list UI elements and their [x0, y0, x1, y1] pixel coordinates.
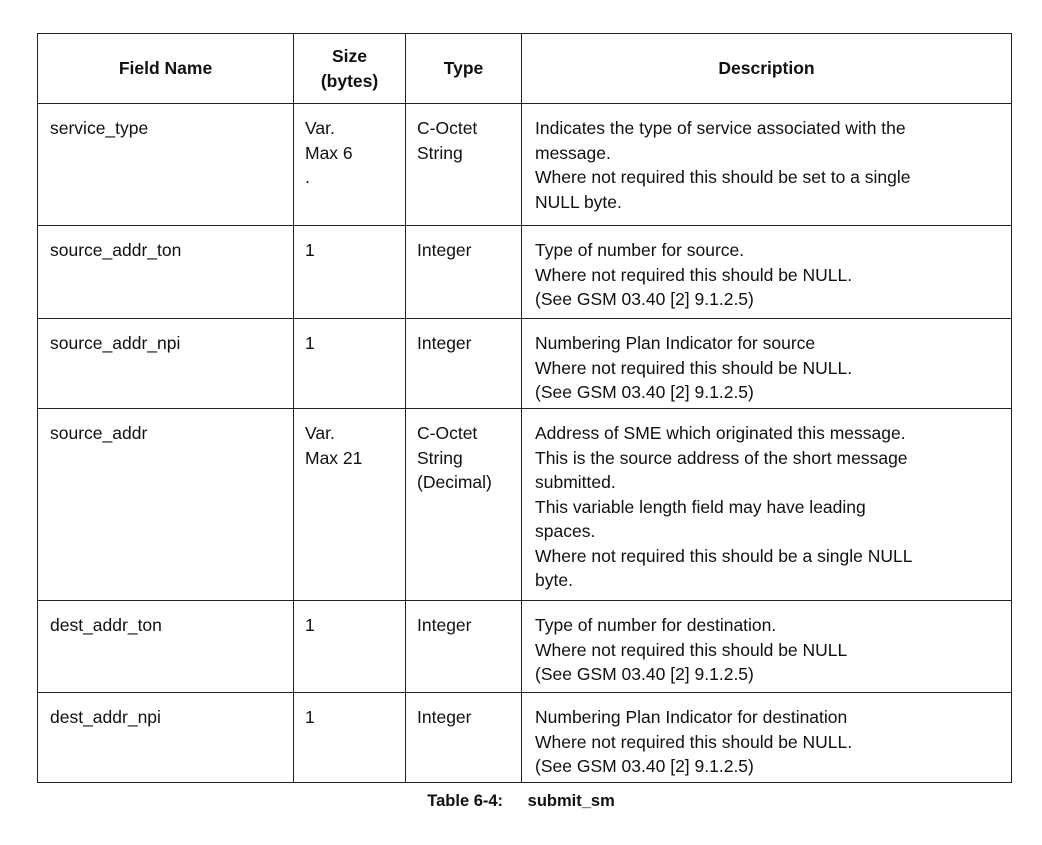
header-type: Type — [406, 34, 522, 104]
size-cell-line: . — [305, 167, 310, 187]
size-cell — [294, 104, 406, 226]
submit-sm-table — [37, 33, 1012, 783]
description-cell-line: Numbering Plan Indicator for destination — [535, 707, 848, 727]
description-cell-line: NULL byte. — [535, 191, 622, 212]
description-cell-line: spaces. — [535, 521, 596, 541]
size-cell-line: 1 — [305, 615, 315, 635]
table-row — [38, 226, 1012, 319]
field-name-cell: dest_addr_npi — [38, 693, 294, 783]
caption-name: submit_sm — [527, 792, 615, 810]
field-name-cell: source_addr_npi — [38, 319, 294, 409]
table-row — [38, 319, 1012, 409]
size-cell-line: 1 — [305, 333, 315, 353]
type-cell — [406, 104, 522, 226]
description-cell-line: Where not required this should be set to a single — [535, 167, 911, 187]
field-name-cell: service_type — [38, 104, 294, 226]
type-cell-line: Integer — [417, 615, 472, 635]
table-row — [38, 409, 1012, 601]
description-cell-line: Type of number for source. — [535, 240, 745, 260]
description-cell-line: message. — [535, 142, 611, 163]
description-cell-line: Where not required this should be NULL. — [535, 357, 853, 378]
description-cell-line: Type of number for destination. — [535, 615, 777, 635]
type-cell-line: String — [417, 447, 463, 468]
type-cell-line: Integer — [417, 707, 472, 727]
description-cell-line: Address of SME which originated this message. — [535, 423, 906, 443]
header-description: Description — [522, 34, 1012, 104]
description-cell-line: Where not required this should be NULL. — [535, 731, 853, 752]
size-cell — [294, 601, 406, 693]
description-cell-line: Where not required this should be a single NULL — [535, 545, 913, 566]
type-cell-line: (Decimal) — [417, 472, 492, 492]
description-cell-line: submitted. — [535, 472, 616, 492]
size-cell-line: Max 21 — [305, 447, 363, 468]
description-cell — [522, 601, 1012, 693]
size-cell — [294, 226, 406, 319]
size-cell — [294, 319, 406, 409]
type-cell — [406, 693, 522, 783]
table-row — [38, 601, 1012, 693]
description-cell-line: byte. — [535, 570, 573, 590]
size-cell-line: Var. — [305, 423, 335, 443]
description-cell-line: Numbering Plan Indicator for source — [535, 333, 816, 353]
type-cell — [406, 601, 522, 693]
description-cell-line: Where not required this should be NULL. — [535, 264, 853, 285]
description-cell-line: (See GSM 03.40 [2] 9.1.2.5) — [535, 289, 754, 309]
caption-label: Table 6-4: — [427, 792, 504, 810]
description-cell — [522, 409, 1012, 601]
type-cell-line: C-Octet — [417, 423, 478, 443]
description-cell — [522, 104, 1012, 226]
description-cell — [522, 226, 1012, 319]
header-size-line1: Size — [331, 46, 368, 66]
type-cell-line: Integer — [417, 333, 472, 353]
description-cell-line: (See GSM 03.40 [2] 9.1.2.5) — [535, 664, 754, 684]
size-cell-line: Max 6 — [305, 142, 353, 163]
description-cell-line: Indicates the type of service associated with the — [535, 118, 906, 138]
type-cell-line: Integer — [417, 240, 472, 260]
description-cell — [522, 319, 1012, 409]
size-cell-line: Var. — [305, 118, 335, 138]
type-cell-line: String — [417, 142, 463, 163]
description-cell-line: This variable length field may have leading — [535, 496, 866, 517]
type-cell-line: C-Octet — [417, 118, 478, 138]
header-size — [294, 34, 406, 104]
description-cell — [522, 693, 1012, 783]
field-name-cell: dest_addr_ton — [38, 601, 294, 693]
size-cell — [294, 409, 406, 601]
table-row — [38, 104, 1012, 226]
table-row — [38, 693, 1012, 783]
type-cell — [406, 409, 522, 601]
description-cell-line: (See GSM 03.40 [2] 9.1.2.5) — [535, 756, 754, 776]
description-cell-line: This is the source address of the short message — [535, 447, 908, 468]
header-size-line2: (bytes) — [320, 70, 379, 91]
field-name-cell: source_addr — [38, 409, 294, 601]
field-name-cell: source_addr_ton — [38, 226, 294, 319]
size-cell — [294, 693, 406, 783]
table-header-row — [38, 34, 1012, 104]
table-caption — [0, 792, 1042, 811]
type-cell — [406, 226, 522, 319]
type-cell — [406, 319, 522, 409]
description-cell-line: (See GSM 03.40 [2] 9.1.2.5) — [535, 382, 754, 402]
size-cell-line: 1 — [305, 240, 315, 260]
size-cell-line: 1 — [305, 707, 315, 727]
header-field-name: Field Name — [38, 34, 294, 104]
description-cell-line: Where not required this should be NULL — [535, 639, 848, 660]
